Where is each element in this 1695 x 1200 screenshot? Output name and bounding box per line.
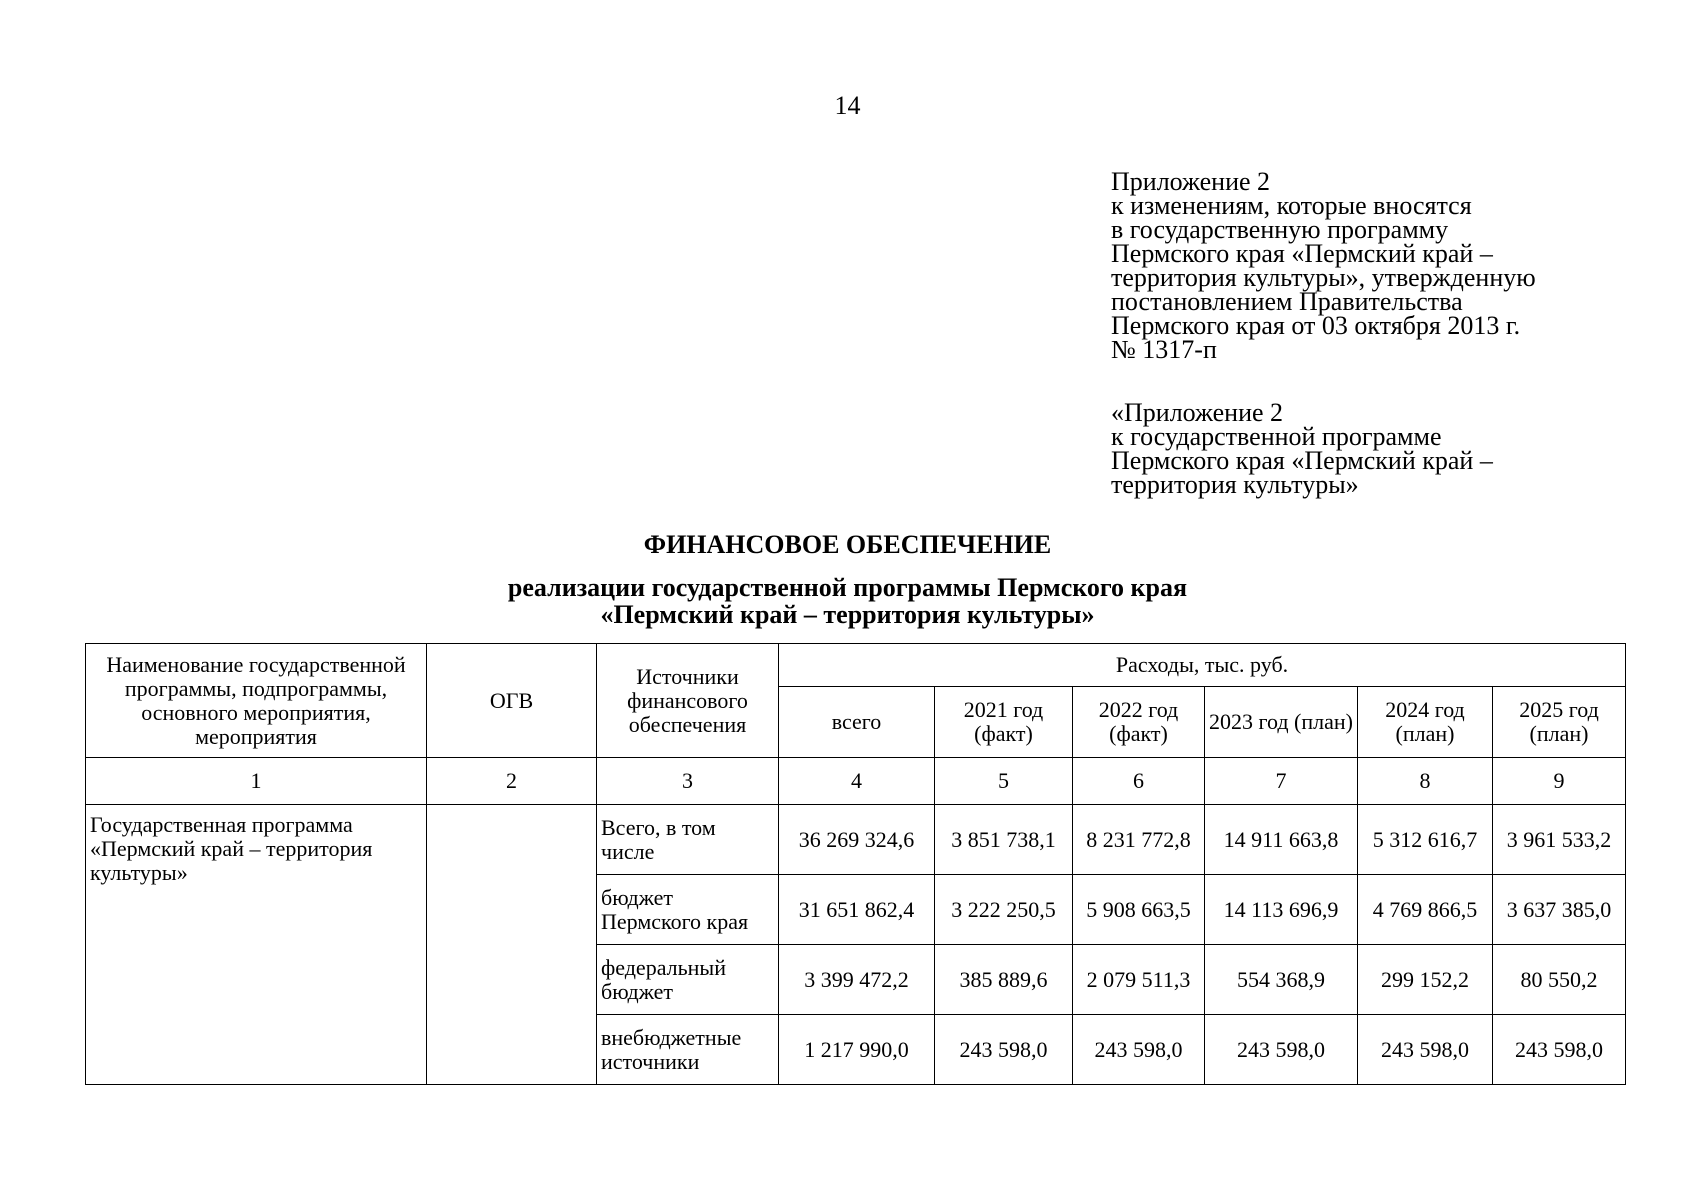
value-cell: 5 908 663,5 xyxy=(1073,875,1205,945)
header-year-2023: 2023 год (план) xyxy=(1205,687,1358,758)
header-expenses: Расходы, тыс. руб. xyxy=(779,644,1626,687)
value-cell: 3 222 250,5 xyxy=(935,875,1073,945)
index-cell: 8 xyxy=(1358,758,1493,805)
value-cell: 3 961 533,2 xyxy=(1493,805,1626,875)
program-ogv xyxy=(427,805,597,1085)
appendix-program-line: к государственной программе xyxy=(1111,422,1442,451)
source-cell: федеральный бюджет xyxy=(597,945,779,1015)
appendix-header-line: Пермского края «Пермский край – xyxy=(1111,239,1493,268)
index-cell: 6 xyxy=(1073,758,1205,805)
source-cell: внебюджетные источники xyxy=(597,1015,779,1085)
document-title xyxy=(0,530,1695,628)
header-year-2025: 2025 год (план) xyxy=(1493,687,1626,758)
header-year-2021: 2021 год (факт) xyxy=(935,687,1073,758)
index-cell: 9 xyxy=(1493,758,1626,805)
index-cell: 2 xyxy=(427,758,597,805)
appendix-program xyxy=(1111,398,1631,499)
appendix-program-line: Пермского края «Пермский край – xyxy=(1111,446,1493,475)
appendix-header-line: Приложение 2 xyxy=(1111,167,1271,196)
appendix-header-line: № 1317-п xyxy=(1111,335,1217,364)
index-cell: 3 xyxy=(597,758,779,805)
value-cell: 2 079 511,3 xyxy=(1073,945,1205,1015)
value-cell: 4 769 866,5 xyxy=(1358,875,1493,945)
header-ogv: ОГВ xyxy=(427,644,597,758)
appendix-header-line: в государственную программу xyxy=(1111,215,1449,244)
value-cell: 14 911 663,8 xyxy=(1205,805,1358,875)
source-cell: Всего, в том числе xyxy=(597,805,779,875)
value-cell: 8 231 772,8 xyxy=(1073,805,1205,875)
title-main: ФИНАНСОВОЕ ОБЕСПЕЧЕНИЕ xyxy=(643,530,1052,559)
appendix-header-line: территория культуры», утвержденную xyxy=(1111,263,1536,292)
value-cell: 243 598,0 xyxy=(935,1015,1073,1085)
index-cell: 4 xyxy=(779,758,935,805)
header-year-2022: 2022 год (факт) xyxy=(1073,687,1205,758)
value-cell: 1 217 990,0 xyxy=(779,1015,935,1085)
appendix-program-line: территория культуры» xyxy=(1111,470,1359,499)
appendix-header-line: Пермского края от 03 октября 2013 г. xyxy=(1111,311,1521,340)
value-cell: 36 269 324,6 xyxy=(779,805,935,875)
header-year-2024: 2024 год (план) xyxy=(1358,687,1493,758)
title-sub-line1: реализации государственной программы Пермского края xyxy=(507,573,1188,602)
index-cell: 1 xyxy=(86,758,427,805)
appendix-program-line: «Приложение 2 xyxy=(1111,398,1284,427)
value-cell: 243 598,0 xyxy=(1358,1015,1493,1085)
appendix-header xyxy=(1111,167,1631,364)
header-sources: Источники финансового обеспечения xyxy=(597,644,779,758)
value-cell: 299 152,2 xyxy=(1358,945,1493,1015)
header-name: Наименование государственной программы, подпрограммы, основного мероприятия, мероприятия xyxy=(86,644,427,758)
financing-table xyxy=(85,643,1626,1085)
value-cell: 3 637 385,0 xyxy=(1493,875,1626,945)
value-cell: 31 651 862,4 xyxy=(779,875,935,945)
value-cell: 80 550,2 xyxy=(1493,945,1626,1015)
index-cell: 7 xyxy=(1205,758,1358,805)
value-cell: 385 889,6 xyxy=(935,945,1073,1015)
program-name: Государственная программа «Пермский край – территория культуры» xyxy=(86,805,427,1085)
appendix-header-line: постановлением Правительства xyxy=(1111,287,1463,316)
value-cell: 5 312 616,7 xyxy=(1358,805,1493,875)
title-sub-line2: «Пермский край – территория культуры» xyxy=(600,600,1095,629)
value-cell: 3 399 472,2 xyxy=(779,945,935,1015)
value-cell: 243 598,0 xyxy=(1073,1015,1205,1085)
page-number: 14 xyxy=(834,91,861,120)
value-cell: 14 113 696,9 xyxy=(1205,875,1358,945)
header-total: всего xyxy=(779,687,935,758)
value-cell: 554 368,9 xyxy=(1205,945,1358,1015)
table-row xyxy=(86,805,1626,875)
index-cell: 5 xyxy=(935,758,1073,805)
source-cell: бюджет Пермского края xyxy=(597,875,779,945)
value-cell: 243 598,0 xyxy=(1493,1015,1626,1085)
appendix-header-line: к изменениям, которые вносятся xyxy=(1111,191,1472,220)
value-cell: 3 851 738,1 xyxy=(935,805,1073,875)
value-cell: 243 598,0 xyxy=(1205,1015,1358,1085)
